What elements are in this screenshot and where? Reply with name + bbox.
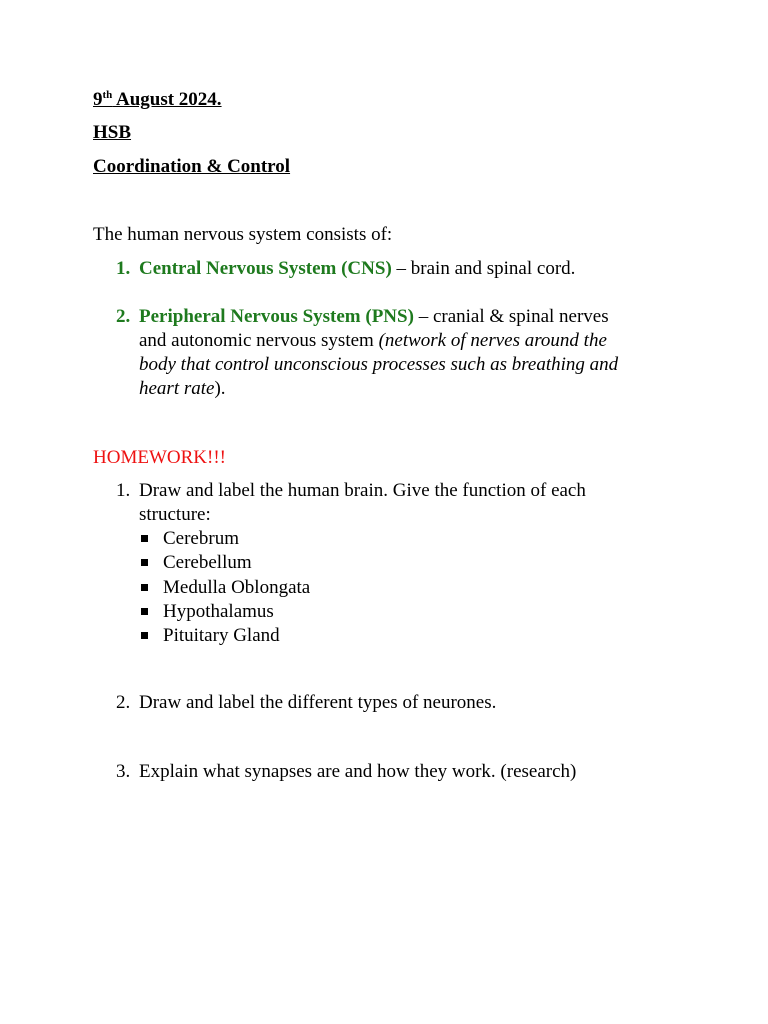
topic-heading: Coordination & Control	[93, 156, 291, 177]
structure-item: Cerebellum	[163, 552, 252, 573]
task-number-1: 1.	[116, 480, 131, 501]
system-desc-cns: – brain and spinal cord.	[391, 258, 576, 279]
system-item-2-line-2	[139, 329, 607, 353]
task-2-text: Draw and label the different types of neurones.	[139, 692, 497, 713]
system-desc-pns-2-plain: and autonomic nervous system	[139, 330, 379, 351]
structure-item: Medulla Oblongata	[163, 577, 311, 598]
system-item-2-line-4	[139, 377, 226, 401]
task-number-2: 2.	[116, 692, 131, 713]
intro-text: The human nervous system consists of:	[93, 224, 393, 245]
system-term-pns: Peripheral Nervous System (PNS)	[139, 306, 414, 327]
system-item-2-line-1	[139, 305, 609, 329]
system-item-2-line-3: body that control unconscious processes such as breathing and	[139, 354, 619, 375]
system-desc-pns-2-italic: (network of nerves around the	[378, 330, 607, 351]
structure-item: Hypothalamus	[163, 601, 274, 622]
system-desc-pns-1: – cranial & spinal nerves	[413, 306, 609, 327]
system-term-cns: Central Nervous System (CNS)	[139, 258, 392, 279]
system-number-1: 1.	[116, 258, 131, 279]
date-heading	[93, 88, 222, 114]
homework-heading: HOMEWORK!!!	[93, 447, 226, 468]
system-item-1	[139, 257, 575, 281]
structure-item: Pituitary Gland	[163, 625, 280, 646]
bullet-icon	[141, 535, 148, 542]
system-desc-pns-4-plain: ).	[214, 378, 226, 399]
date-day: 9	[93, 89, 103, 110]
system-desc-pns-4-italic: heart rate	[139, 378, 215, 399]
task-1-line-1: Draw and label the human brain. Give the function of each	[139, 480, 586, 501]
task-3-text: Explain what synapses are and how they work. (research)	[139, 761, 577, 782]
system-number-2: 2.	[116, 306, 131, 327]
bullet-icon	[141, 608, 148, 615]
bullet-icon	[141, 584, 148, 591]
subject-heading: HSB	[93, 122, 132, 143]
task-number-3: 3.	[116, 761, 131, 782]
date-suffix: th	[102, 89, 113, 101]
task-1-line-2: structure:	[139, 504, 211, 525]
bullet-icon	[141, 632, 148, 639]
structure-item: Cerebrum	[163, 528, 239, 549]
bullet-icon	[141, 559, 148, 566]
date-rest: August 2024.	[112, 89, 222, 110]
